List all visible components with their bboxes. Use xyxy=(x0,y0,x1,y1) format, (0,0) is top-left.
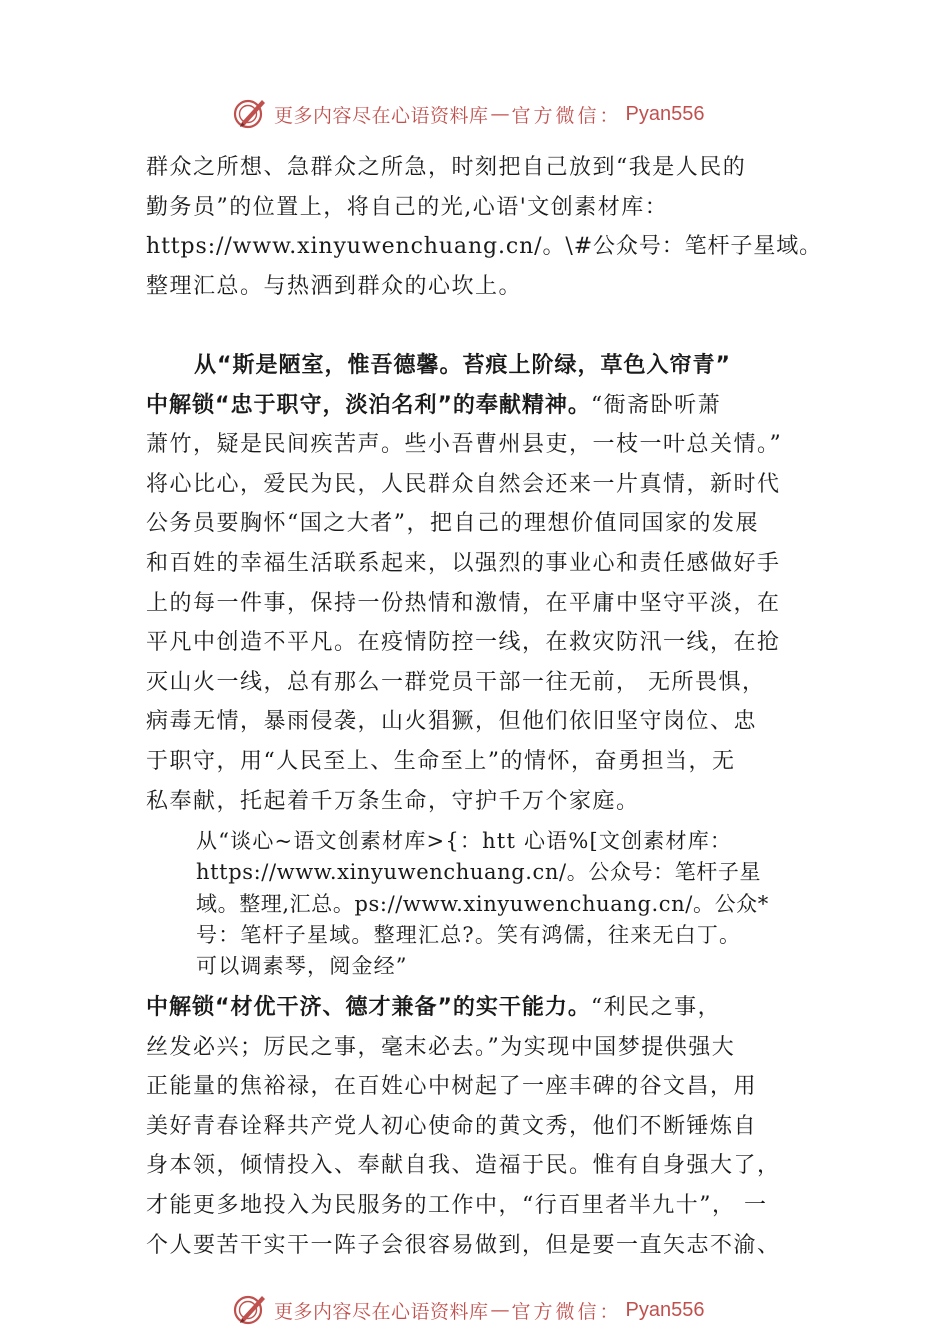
text-line: https://www.xinyuwenchuang.cn/。公众号：笔杆子星 xyxy=(196,860,762,885)
text-line: 从“谈心~语文创素材库>{：htt 心语%[文创素材库： xyxy=(196,829,733,853)
text-line: 病毒无情，暴雨侵袭，山火猖獗，但他们依旧坚守岗位、忠 xyxy=(146,709,758,735)
header-wechat-label: 官方微信： xyxy=(511,104,622,127)
text-fragment: “衙斋卧听萧 xyxy=(590,392,722,418)
paragraph-1 xyxy=(146,148,836,306)
pen-logo-icon xyxy=(232,1292,268,1328)
text-line: 丝发必兴；厉民之事，毫末必去。”为实现中国梦提供强大 xyxy=(146,1034,736,1060)
text-line xyxy=(146,988,836,1028)
header-banner-text: 更多内容尽在心语资料库 xyxy=(274,104,489,127)
text-line: 勤务员”的位置上，将自己的光,心语'文创素材库： xyxy=(146,194,669,220)
text-line: 才能更多地投入为民服务的工作中，“行百里者半九十”， 一 xyxy=(146,1192,768,1218)
text-line: 私奉献，托起着千万条生命，守护千万个家庭。 xyxy=(146,788,640,814)
text-line: 平凡中创造不平凡。在疫情防控一线，在救灾防汛一线，在抢 xyxy=(146,630,781,656)
paragraph-3 xyxy=(146,988,836,1265)
header-wechat-id: Pyan556 xyxy=(625,102,705,125)
header-separator: — xyxy=(490,103,510,125)
footer-separator: — xyxy=(490,1299,510,1321)
text-line: 可以调素琴，阅金经” xyxy=(196,954,408,979)
text-line: 将心比心，爱民为民，人民群众自然会还来一片真情，新时代 xyxy=(146,471,781,497)
text-line: 群众之所想、急群众之所急，时刻把自己放到“我是人民的 xyxy=(146,155,747,180)
pen-logo-icon xyxy=(232,96,268,132)
text-line: 美好青春诠释共产党人初心使命的黄文秀，他们不断锤炼自 xyxy=(146,1113,758,1139)
text-line: 号：笔杆子星域。整理汇总?。笑有鸿儒，往来无白丁。 xyxy=(196,922,742,947)
text-line: 整理汇总。与热洒到群众的心坎上。 xyxy=(146,273,523,299)
text-line: https://www.xinyuwenchuang.cn/。\#公众号：笔杆子星域。 xyxy=(146,234,823,260)
section-heading-continued: 中解锁“忠于职守，淡泊名利”的奉献精神。 xyxy=(146,392,591,418)
text-line xyxy=(146,386,836,426)
section-heading: 从“斯是陋室，惟吾德馨。苔痕上阶绿，草色入帘青” xyxy=(194,353,731,378)
text-line: 萧竹，疑是民间疾苦声。些小吾曹州县吏，一枝一叶总关情。” xyxy=(146,432,783,458)
footer-banner xyxy=(232,1292,752,1328)
text-line: 身本领，倾情投入、奉献自我、造福于民。惟有自身强大了， xyxy=(146,1153,781,1179)
footer-banner-text: 更多内容尽在心语资料库 xyxy=(274,1300,489,1323)
quote-block xyxy=(196,826,836,982)
text-line: 正能量的焦裕禄，在百姓心中树起了一座丰碑的谷文昌，用 xyxy=(146,1074,758,1100)
text-line: 灭山火一线，总有那么一群党员干部一往无前， 无所畏惧， xyxy=(146,669,766,695)
footer-wechat-label: 官方微信： xyxy=(511,1300,622,1323)
section-heading: 中解锁“材优干济、德才兼备”的实干能力。 xyxy=(146,995,591,1020)
text-line: 公务员要胸怀“国之大者”，把自己的理想价值同国家的发展 xyxy=(146,511,759,537)
text-line: 个人要苦干实干一阵子会很容易做到，但是要一直矢志不渝、 xyxy=(146,1232,781,1258)
text-line: 上的每一件事，保持一份热情和激情，在平庸中坚守平淡，在 xyxy=(146,590,781,616)
header-banner xyxy=(232,96,752,132)
paragraph-2 xyxy=(146,346,836,821)
text-line: 于职守，用“人民至上、生命至上”的情怀，奋勇担当，无 xyxy=(146,748,736,774)
text-line: 和百姓的幸福生活联系起来，以强烈的事业心和责任感做好手 xyxy=(146,550,781,576)
text-line: 域。整理,汇总。ps://www.xinyuwenchuang.cn/。公众* xyxy=(196,891,769,916)
footer-wechat-id: Pyan556 xyxy=(625,1298,705,1321)
text-fragment: “利民之事， xyxy=(590,995,722,1020)
